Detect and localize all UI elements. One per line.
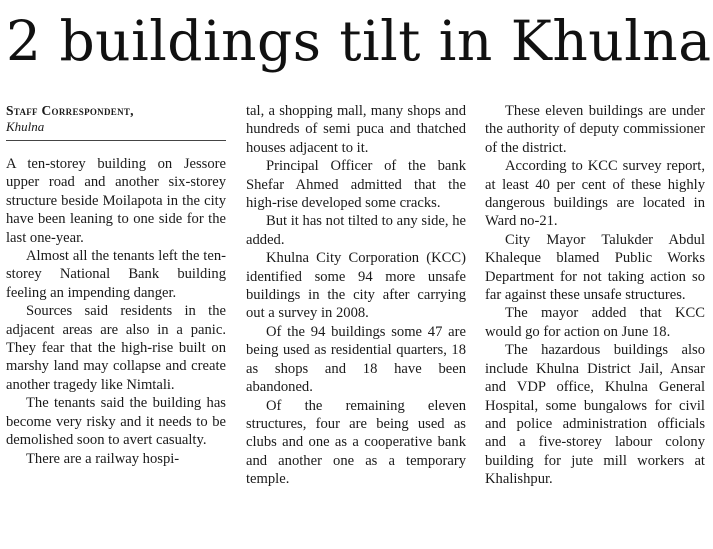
paragraph-7: But it has not tilted to any side, he added. xyxy=(246,213,466,248)
paragraph-5-start: There are a railway hospi- xyxy=(26,450,180,467)
paragraph-9: Of the 94 buildings some 47 are being used as residential quarters, 18 as shops and 18 have been abandoned. xyxy=(246,323,466,396)
paragraph-11: These eleven buildings are under the authority of deputy commissioner of the district. xyxy=(485,103,705,156)
column-1 xyxy=(6,102,226,467)
column-3 xyxy=(485,102,705,489)
paragraph-15: The hazardous buildings also include Khulna District Jail, Ansar and VDP office, Khulna General Hospital, some bungalows for civil and police administration officials and a five-storey labour colony building for jute mill workers at Khalishpur. xyxy=(485,342,705,488)
dateline: Khulna xyxy=(6,119,45,134)
paragraph-13: City Mayor Talukder Abdul Khaleque blamed Public Works Department for not taking action so far against these unsafe structures. xyxy=(485,231,705,304)
paragraph-3: Sources said residents in the adjacent areas are also in a panic. They fear that the high-rise built on marshy land may collapse and create another tragedy like Nimtali. xyxy=(6,303,226,393)
paragraph-6: Principal Officer of the bank Shefar Ahmed admitted that the high-rise developed some cracks. xyxy=(246,158,466,212)
paragraph-4: The tenants said the building has become very risky and it needs to be demolished soon to avert casualty. xyxy=(6,395,226,449)
paragraph-12: According to KCC survey report, at least 40 per cent of these highly dangerous buildings are located in Ward no-21. xyxy=(485,158,705,230)
headline: 2 buildings tilt in Khulna xyxy=(6,9,712,73)
paragraph-2: Almost all the tenants left the ten-storey National Bank building feeling an impending danger. xyxy=(6,248,226,301)
paragraph-8: Khulna City Corporation (KCC) identified some 94 more unsafe buildings in the city after carrying out a survey in 2008. xyxy=(246,250,466,322)
byline-text: Staff Correspondent, xyxy=(6,103,134,118)
byline xyxy=(6,102,226,119)
column-1-body xyxy=(6,155,226,468)
column-2 xyxy=(246,102,466,489)
paragraph-14: The mayor added that KCC would go for action on June 18. xyxy=(485,305,705,340)
paragraph-10: Of the remaining eleven structures, four are being used as clubs and one as a cooperative bank and another one as a temporary temple. xyxy=(246,397,466,488)
paragraph-5-cont: tal, a shopping mall, many shops and hundreds of semi puca and thatched houses adjacent to it. xyxy=(246,103,466,156)
paragraph-1: A ten-storey building on Jessore upper road and another six-storey structure beside Moilapota in the city have been leaning to one side for the last one-year. xyxy=(6,156,226,246)
byline-rule xyxy=(6,140,226,141)
